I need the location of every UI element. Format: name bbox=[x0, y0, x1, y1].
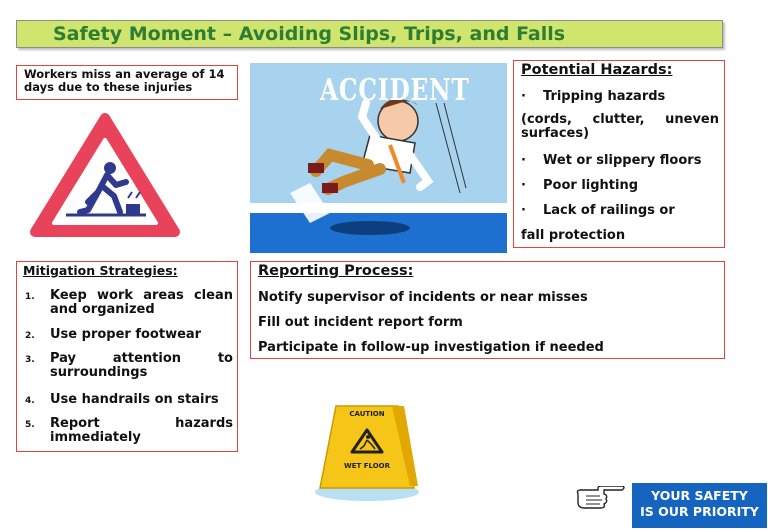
hazard-item: Tripping hazards bbox=[543, 89, 666, 104]
hazard-item: fall protection bbox=[521, 228, 626, 243]
title-banner bbox=[16, 20, 723, 48]
mitigation-heading: Mitigation Strategies: bbox=[23, 263, 178, 278]
potential-hazards-box bbox=[513, 60, 725, 248]
safety-priority-text: YOUR SAFETY IS OUR PRIORITY bbox=[640, 488, 759, 519]
injury-stat-box bbox=[16, 65, 238, 100]
hazard-item: Poor lighting bbox=[543, 178, 639, 193]
hazard-item: Wet or slippery floors bbox=[543, 153, 702, 168]
pointing-hand-icon bbox=[574, 486, 626, 512]
mitigation-item: Keep work areas clean and organized bbox=[50, 288, 233, 317]
reporting-item: Participate in follow-up investigation if needed bbox=[258, 340, 604, 355]
reporting-process-box bbox=[250, 261, 725, 359]
mitigation-item: Use proper footwear bbox=[50, 327, 202, 342]
bullet-icon: · bbox=[521, 153, 526, 168]
hazards-heading: Potential Hazards: bbox=[521, 62, 673, 78]
mitigation-item: Use handrails on stairs bbox=[50, 392, 219, 407]
reporting-heading: Reporting Process: bbox=[258, 263, 414, 279]
bullet-icon: · bbox=[521, 178, 526, 193]
bullet-icon: · bbox=[521, 89, 526, 104]
reporting-item: Notify supervisor of incidents or near misses bbox=[258, 290, 588, 305]
accident-label: ACCIDENT bbox=[320, 73, 470, 108]
accident-illustration bbox=[250, 63, 507, 253]
person-falling-icon bbox=[308, 99, 428, 193]
list-number: 1. bbox=[25, 292, 35, 302]
mitigation-strategies-box bbox=[16, 261, 238, 452]
list-number: 2. bbox=[25, 331, 35, 341]
injury-stat-text: Workers miss an average of 14 days due to these injuries bbox=[24, 67, 225, 94]
mitigation-item: Report hazards immediately bbox=[50, 416, 233, 445]
list-number: 3. bbox=[25, 355, 35, 365]
hazard-item: Lack of railings or bbox=[543, 203, 675, 218]
wet-floor-text: WET FLOOR bbox=[344, 462, 390, 470]
page-title: Safety Moment – Avoiding Slips, Trips, and Falls bbox=[53, 23, 566, 45]
wet-floor-sign bbox=[312, 400, 422, 504]
trip-hazard-warning-icon bbox=[30, 112, 180, 240]
list-number: 5. bbox=[25, 420, 35, 430]
caution-text: CAUTION bbox=[349, 410, 385, 418]
reporting-item: Fill out incident report form bbox=[258, 315, 463, 330]
bullet-icon: · bbox=[521, 203, 526, 218]
mitigation-item: Pay attention to surroundings bbox=[50, 351, 233, 380]
hazard-item: (cords, clutter, uneven surfaces) bbox=[521, 112, 719, 141]
safety-priority-badge bbox=[632, 483, 767, 528]
list-number: 4. bbox=[25, 396, 35, 406]
